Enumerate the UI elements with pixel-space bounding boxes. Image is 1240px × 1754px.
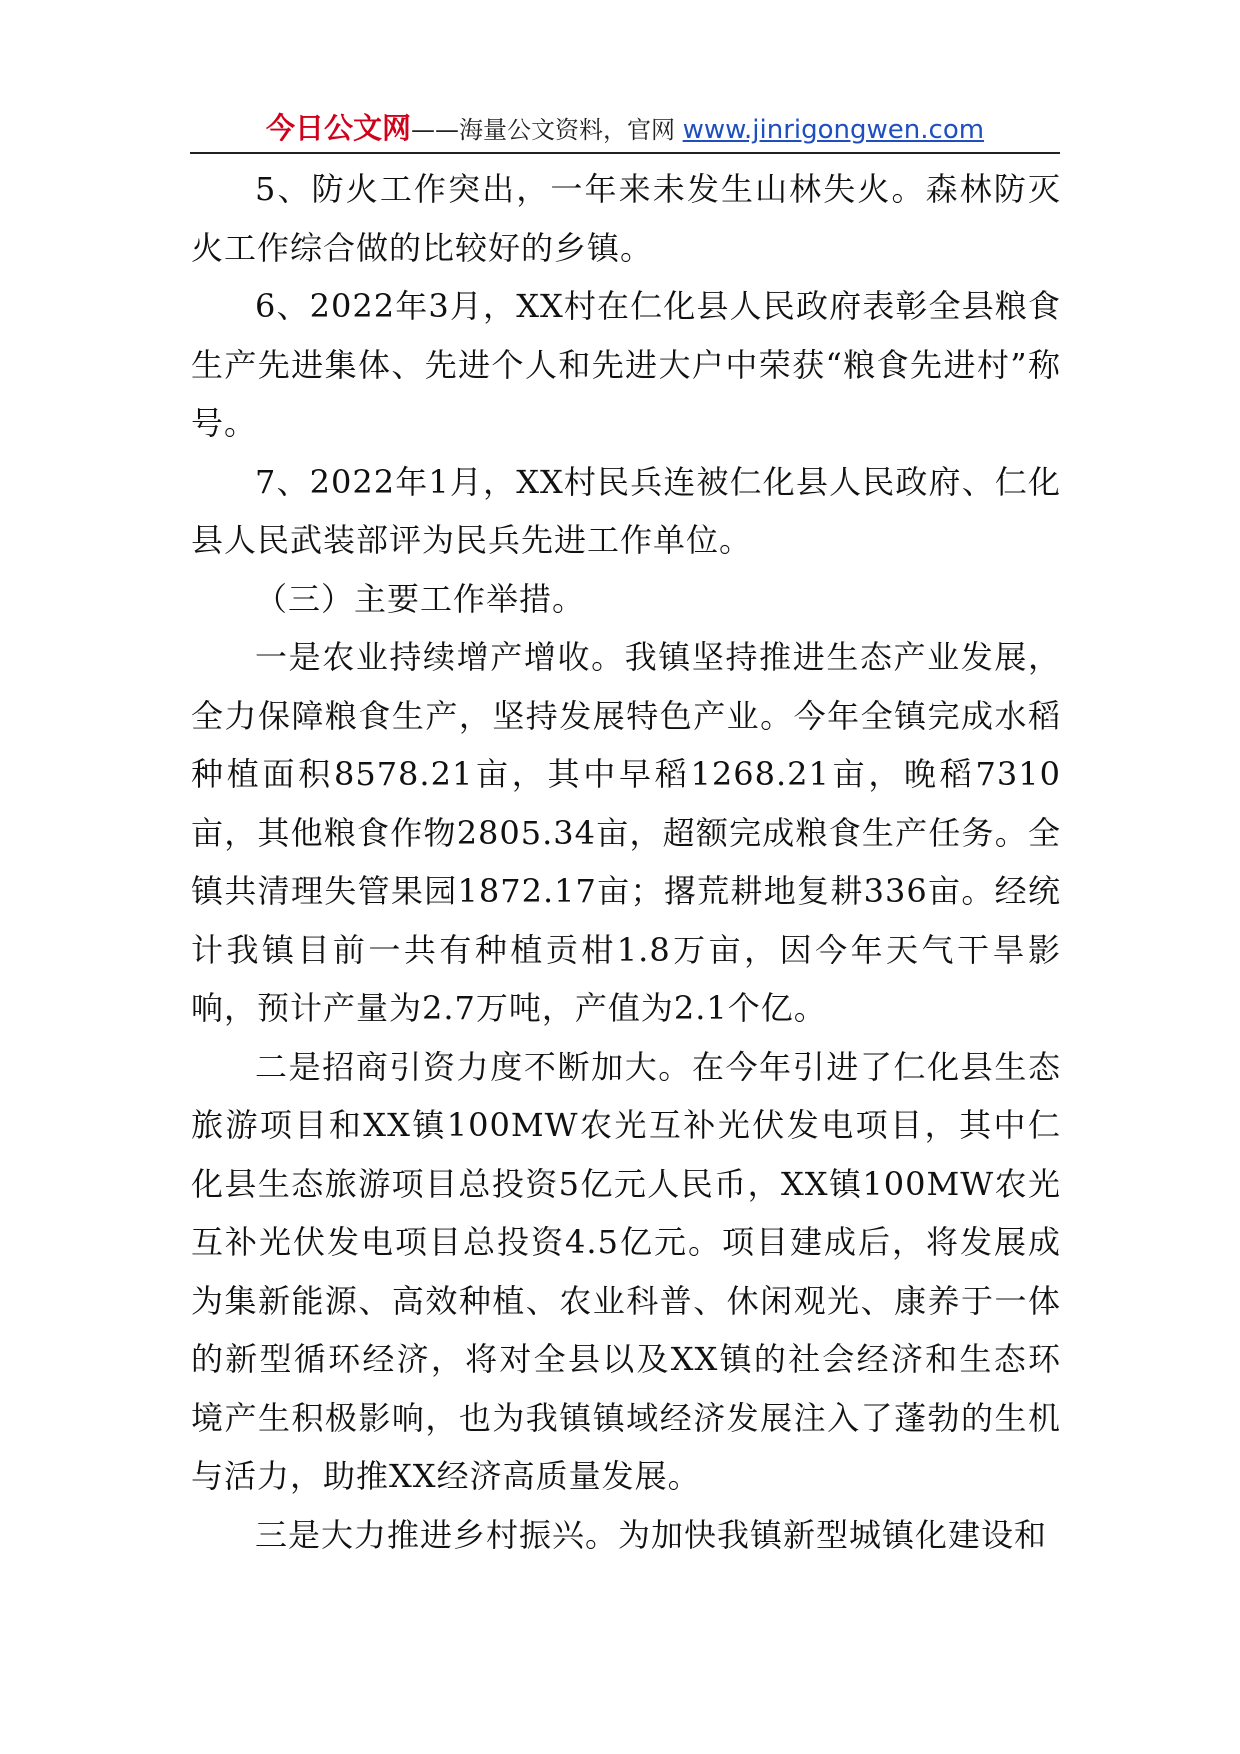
page-header — [190, 106, 1060, 154]
paragraph-investment: 二是招商引资力度不断加大。在今年引进了仁化县生态旅游项目和XX镇100MW农光互补光伏发电项目，其中仁化县生态旅游项目总投资5亿元人民币，XX镇100MW农光互补光伏发电项目总投资4.5亿元。项目建成后，将发展成为集新能源、高效种植、农业科普、休闲观光、康养于一体的新型循环经济，将对全县以及XX镇的社会经济和生态环境产生积极影响，也为我镇镇域经济发展注入了蓬勃的生机与活力，助推XX经济高质量发展。 — [191, 1047, 1061, 1495]
paragraph-item-6: 6、2022年3月，XX村在仁化县人民政府表彰全县粮食生产先进集体、先进个人和先进大户中荣获“粮食先进村”称号。 — [191, 287, 1061, 442]
paragraph-agriculture: 一是农业持续增产增收。我镇坚持推进生态产业发展，全力保障粮食生产，坚持发展特色产业。今年全镇完成水稻种植面积8578.21亩，其中早稻1268.21亩，晚稻7310亩，其他粮食作物2805.34亩，超额完成粮食生产任务。全镇共清理失管果园1872.17亩；撂荒耕地复耕336亩。经统计我镇目前一共有种植贡柑1.8万亩，因今年天气干旱影响，预计产量为2.7万吨，产值为2.1个亿。 — [191, 638, 1061, 1027]
paragraph-rural-revitalization: 三是大力推进乡村振兴。为加快我镇新型城镇化建设和 — [255, 1515, 1048, 1554]
site-brand: 今日公文网 — [265, 111, 411, 145]
document-body — [191, 160, 1061, 1564]
site-url-link[interactable]: www.jinrigongwen.com — [682, 115, 985, 145]
site-slogan: ——海量公文资料，官网 — [410, 116, 683, 144]
paragraph-item-5: 5、防火工作突出，一年来未发生山林失火。森林防灭火工作综合做的比较好的乡镇。 — [191, 170, 1061, 267]
section-heading-measures: （三）主要工作举措。 — [255, 579, 586, 618]
paragraph-item-7: 7、2022年1月，XX村民兵连被仁化县人民政府、仁化县人民武装部评为民兵先进工作单位。 — [191, 462, 1061, 559]
